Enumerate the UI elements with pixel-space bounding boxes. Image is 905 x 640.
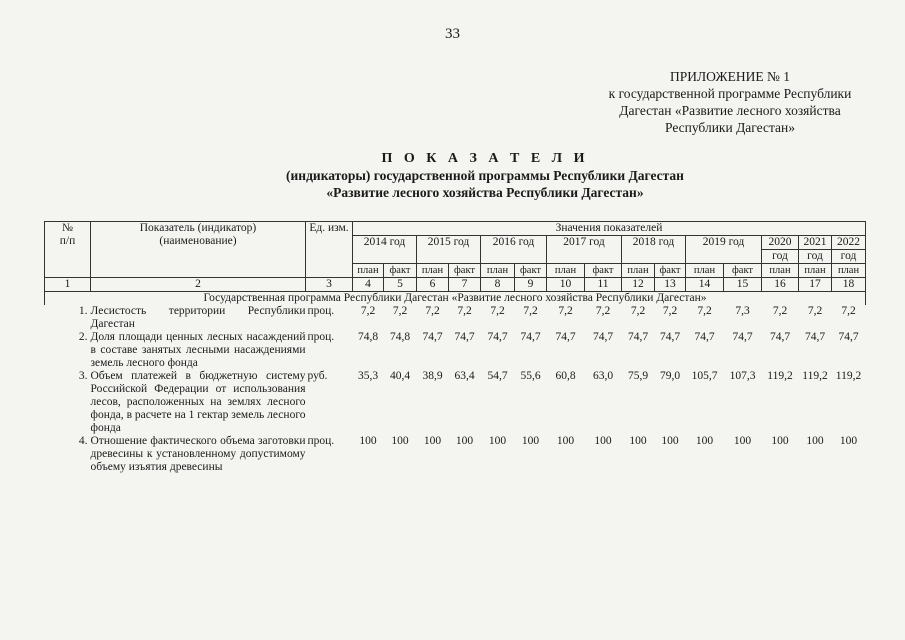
header-fact: факт [515,264,547,278]
value-cell: 100 [661,435,679,447]
value-cell: 74,7 [454,331,475,343]
value-cell: 107,3 [729,370,756,382]
header-plan: план [622,264,655,278]
value-cell: 100 [806,435,824,447]
value-cell: 100 [423,435,442,447]
column-number-cell: 5 [384,278,417,292]
indicators-table [44,221,866,474]
value-cell: 100 [455,435,474,447]
value-cell: 7,2 [630,305,646,317]
value-cell: 7,2 [523,305,538,317]
page-number: 33 [445,26,460,42]
header-year-suffix: год [762,250,799,264]
header-number-line: п/п [59,235,76,247]
value-cell: 100 [556,435,575,447]
column-number-cell: 14 [686,278,724,292]
header-plan: план [686,264,724,278]
value-cell: 74,7 [592,331,614,343]
value-cell: 40,4 [389,370,411,382]
table-row [45,305,866,331]
header-plan: план [547,264,585,278]
column-number-cell: 15 [724,278,762,292]
header-year-suffix: год [832,250,866,264]
column-number-cell: 9 [515,278,547,292]
value-cell: 7,2 [841,305,856,317]
value-cell: 74,8 [357,331,379,343]
value-cell: 7,2 [772,305,788,317]
value-cell: 7,2 [392,305,408,317]
row-number: 3. [78,370,88,382]
value-cell: 74,7 [422,331,443,343]
value-cell: 55,6 [520,370,541,382]
column-number-cell: 13 [655,278,686,292]
document-title [0,150,905,201]
header-number [45,222,91,278]
value-cell: 74,7 [627,331,649,343]
value-cell: 100 [359,435,377,447]
value-cell: 63,0 [592,370,614,382]
column-number-cell: 11 [585,278,622,292]
header-year: 2017 год [547,236,622,264]
value-cell: 7,2 [662,305,678,317]
title-line: П О К А З А Т Е Л И [381,151,589,166]
indicator-name: Доля площади ценных лесных насаждений в составе занятых лесными насаждениями земель лесного фонда [90,331,306,369]
value-cell: 100 [488,435,507,447]
value-cell: 79,0 [659,370,681,382]
header-indicator [91,222,306,278]
header-plan: план [481,264,515,278]
header-year: 2014 год [353,236,417,264]
header-number-line: № [62,222,73,234]
column-number-cell: 4 [353,278,384,292]
value-cell: 7,2 [807,305,823,317]
value-cell: 100 [391,435,409,447]
column-number-cell: 3 [306,278,353,292]
unit-cell: проц. [307,435,335,447]
header-plan: план [832,264,866,278]
value-cell: 100 [594,435,612,447]
indicator-name: Объем платежей в бюджетную систему Российской Федерации от использования лесов, расположенных на землях лесного фонда, в расчете на 1 гектар земель лесного фонда [90,370,306,434]
header-plan: план [417,264,449,278]
appendix-line: Дагестан «Развитие лесного хозяйства [619,103,841,118]
value-cell: 119,2 [802,370,828,382]
column-number-cell: 17 [799,278,832,292]
value-cell: 74,8 [389,331,411,343]
value-cell: 75,9 [627,370,649,382]
section-title: Государственная программа Республики Дагестан «Развитие лесного хозяйства Республики Дагестан» [45,292,866,306]
value-cell: 7,2 [595,305,611,317]
appendix-header [560,68,900,136]
header-fact: факт [655,264,686,278]
title-line: (индикаторы) государственной программы Республики Дагестан [286,168,684,183]
value-cell: 100 [733,435,752,447]
value-cell: 74,7 [487,331,508,343]
header-year: 2021 [799,236,832,250]
table-row [45,331,866,370]
column-number-cell: 18 [832,278,866,292]
value-cell: 7,2 [490,305,505,317]
column-number-cell: 16 [762,278,799,292]
value-cell: 100 [629,435,647,447]
table-row [45,370,866,435]
value-cell: 7,2 [360,305,376,317]
value-cell: 100 [839,435,858,447]
unit-cell: проц. [307,331,335,343]
value-cell: 105,7 [691,370,718,382]
value-cell: 7,2 [697,305,712,317]
header-year: 2022 [832,236,866,250]
column-number-cell: 1 [45,278,91,292]
header-values: Значения показателей [353,222,866,236]
title-line: «Развитие лесного хозяйства Республики Дагестан» [326,185,644,200]
value-cell: 74,7 [838,331,859,343]
value-cell: 7,3 [735,305,750,317]
value-cell: 35,3 [357,370,379,382]
appendix-line: ПРИЛОЖЕНИЕ № 1 [669,69,791,84]
header-fact: факт [384,264,417,278]
column-number-cell: 10 [547,278,585,292]
header-indicator-line: Показатель (индикатор) [139,222,257,234]
header-plan: план [762,264,799,278]
value-cell: 119,2 [835,370,862,382]
value-cell: 7,2 [457,305,472,317]
column-number-cell: 2 [91,278,306,292]
data-rows [45,305,866,474]
indicator-name: Лесистость территории Республики Дагестан [90,305,306,330]
column-number-cell: 6 [417,278,449,292]
value-cell: 74,7 [769,331,791,343]
header-fact: факт [724,264,762,278]
row-number: 1. [78,305,88,317]
value-cell: 7,2 [558,305,573,317]
value-cell: 54,7 [487,370,508,382]
appendix-line: Республики Дагестан» [664,120,795,135]
unit-cell: проц. [307,305,335,317]
column-number-cell: 7 [449,278,481,292]
unit-cell: руб. [307,370,328,382]
header-year: 2015 год [417,236,481,264]
header-year: 2020 [762,236,799,250]
header-fact: факт [585,264,622,278]
value-cell: 74,7 [520,331,541,343]
header-year: 2019 год [686,236,762,264]
header-year: 2016 год [481,236,547,264]
value-cell: 74,7 [804,331,826,343]
value-cell: 63,4 [454,370,475,382]
appendix-line: к государственной программе Республики [608,86,852,101]
header-year-suffix: год [799,250,832,264]
value-cell: 100 [771,435,789,447]
column-number-cell: 8 [481,278,515,292]
value-cell: 74,7 [732,331,753,343]
value-cell: 60,8 [555,370,576,382]
table-row [45,435,866,474]
indicator-name: Отношение фактического объема заготовки древесины к установленному допустимому объему изъятия древесины [90,435,306,473]
value-cell: 7,2 [425,305,440,317]
value-cell: 100 [521,435,540,447]
row-number: 4. [78,435,88,447]
value-cell: 119,2 [767,370,793,382]
header-indicator-line: (наименование) [159,235,237,247]
value-cell: 74,7 [555,331,576,343]
value-cell: 74,7 [694,331,715,343]
value-cell: 74,7 [659,331,681,343]
header-plan: план [353,264,384,278]
header-unit: Ед. изм. [306,222,353,278]
header-year: 2018 год [622,236,686,264]
row-number: 2. [78,331,88,343]
section-row [45,292,866,306]
value-cell: 38,9 [422,370,443,382]
value-cell: 100 [695,435,714,447]
column-number-cell: 12 [622,278,655,292]
header-fact: факт [449,264,481,278]
header-plan: план [799,264,832,278]
column-numbers-row [45,278,866,292]
